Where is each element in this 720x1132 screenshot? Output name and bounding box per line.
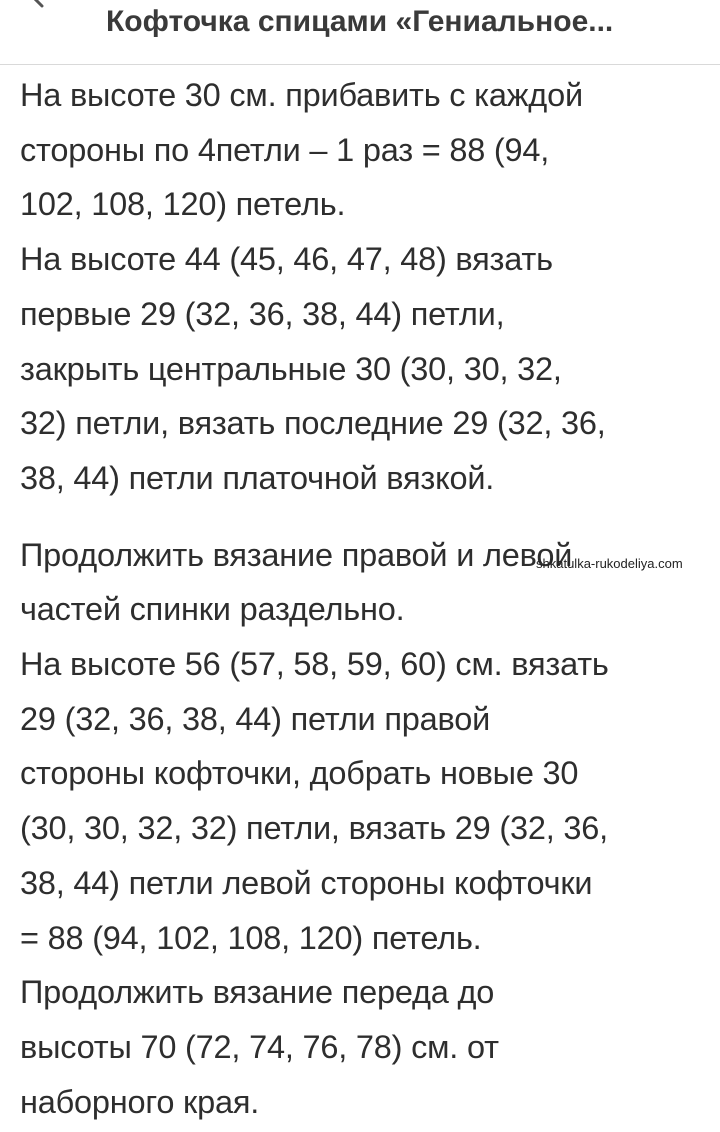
- text-line: 29 (32, 36, 38, 44) петли правой: [20, 700, 491, 737]
- text-line: = 88 (94, 102, 108, 120) петель.: [20, 919, 482, 956]
- text-line: наборного края.: [20, 1083, 260, 1120]
- text-line: Продолжить вязание переда до: [20, 974, 495, 1011]
- site-watermark: shkatulka-rukodeliya.com: [536, 556, 683, 571]
- app-header: [0, 0, 720, 65]
- text-line: 38, 44) петли левой стороны кофточки: [20, 864, 593, 901]
- text-line: стороны по 4петли – 1 раз = 88 (94,: [20, 131, 550, 168]
- text-line: На высоте 56 (57, 58, 59, 60) см. вязать: [20, 646, 609, 683]
- text-line: стороны кофточки, добрать новые 30: [20, 755, 579, 792]
- back-arrow-icon[interactable]: [30, 0, 58, 14]
- article-content: [20, 68, 710, 1129]
- paragraph-1: [20, 68, 710, 506]
- text-line: На высоте 30 см. прибавить с каждой: [20, 77, 583, 113]
- text-line: закрыть центральные 30 (30, 30, 32,: [20, 350, 562, 387]
- text-line: 102, 108, 120) петель.: [20, 186, 346, 223]
- text-line: На высоте 44 (45, 46, 47, 48) вязать: [20, 241, 553, 278]
- text-line: частей спинки раздельно.: [20, 591, 405, 628]
- text-line: Продолжить вязание правой и левой: [20, 536, 573, 573]
- text-line: первые 29 (32, 36, 38, 44) петли,: [20, 295, 505, 332]
- text-line: 32) петли, вязать последние 29 (32, 36,: [20, 405, 606, 442]
- text-line: высоты 70 (72, 74, 76, 78) см. от: [20, 1028, 499, 1065]
- paragraph-2: [20, 528, 710, 1130]
- text-line: (30, 30, 32, 32) петли, вязать 29 (32, 36,: [20, 810, 608, 847]
- page-title: Кофточка спицами «Гениальное...: [106, 5, 614, 38]
- text-line: 38, 44) петли платочной вязкой.: [20, 459, 495, 496]
